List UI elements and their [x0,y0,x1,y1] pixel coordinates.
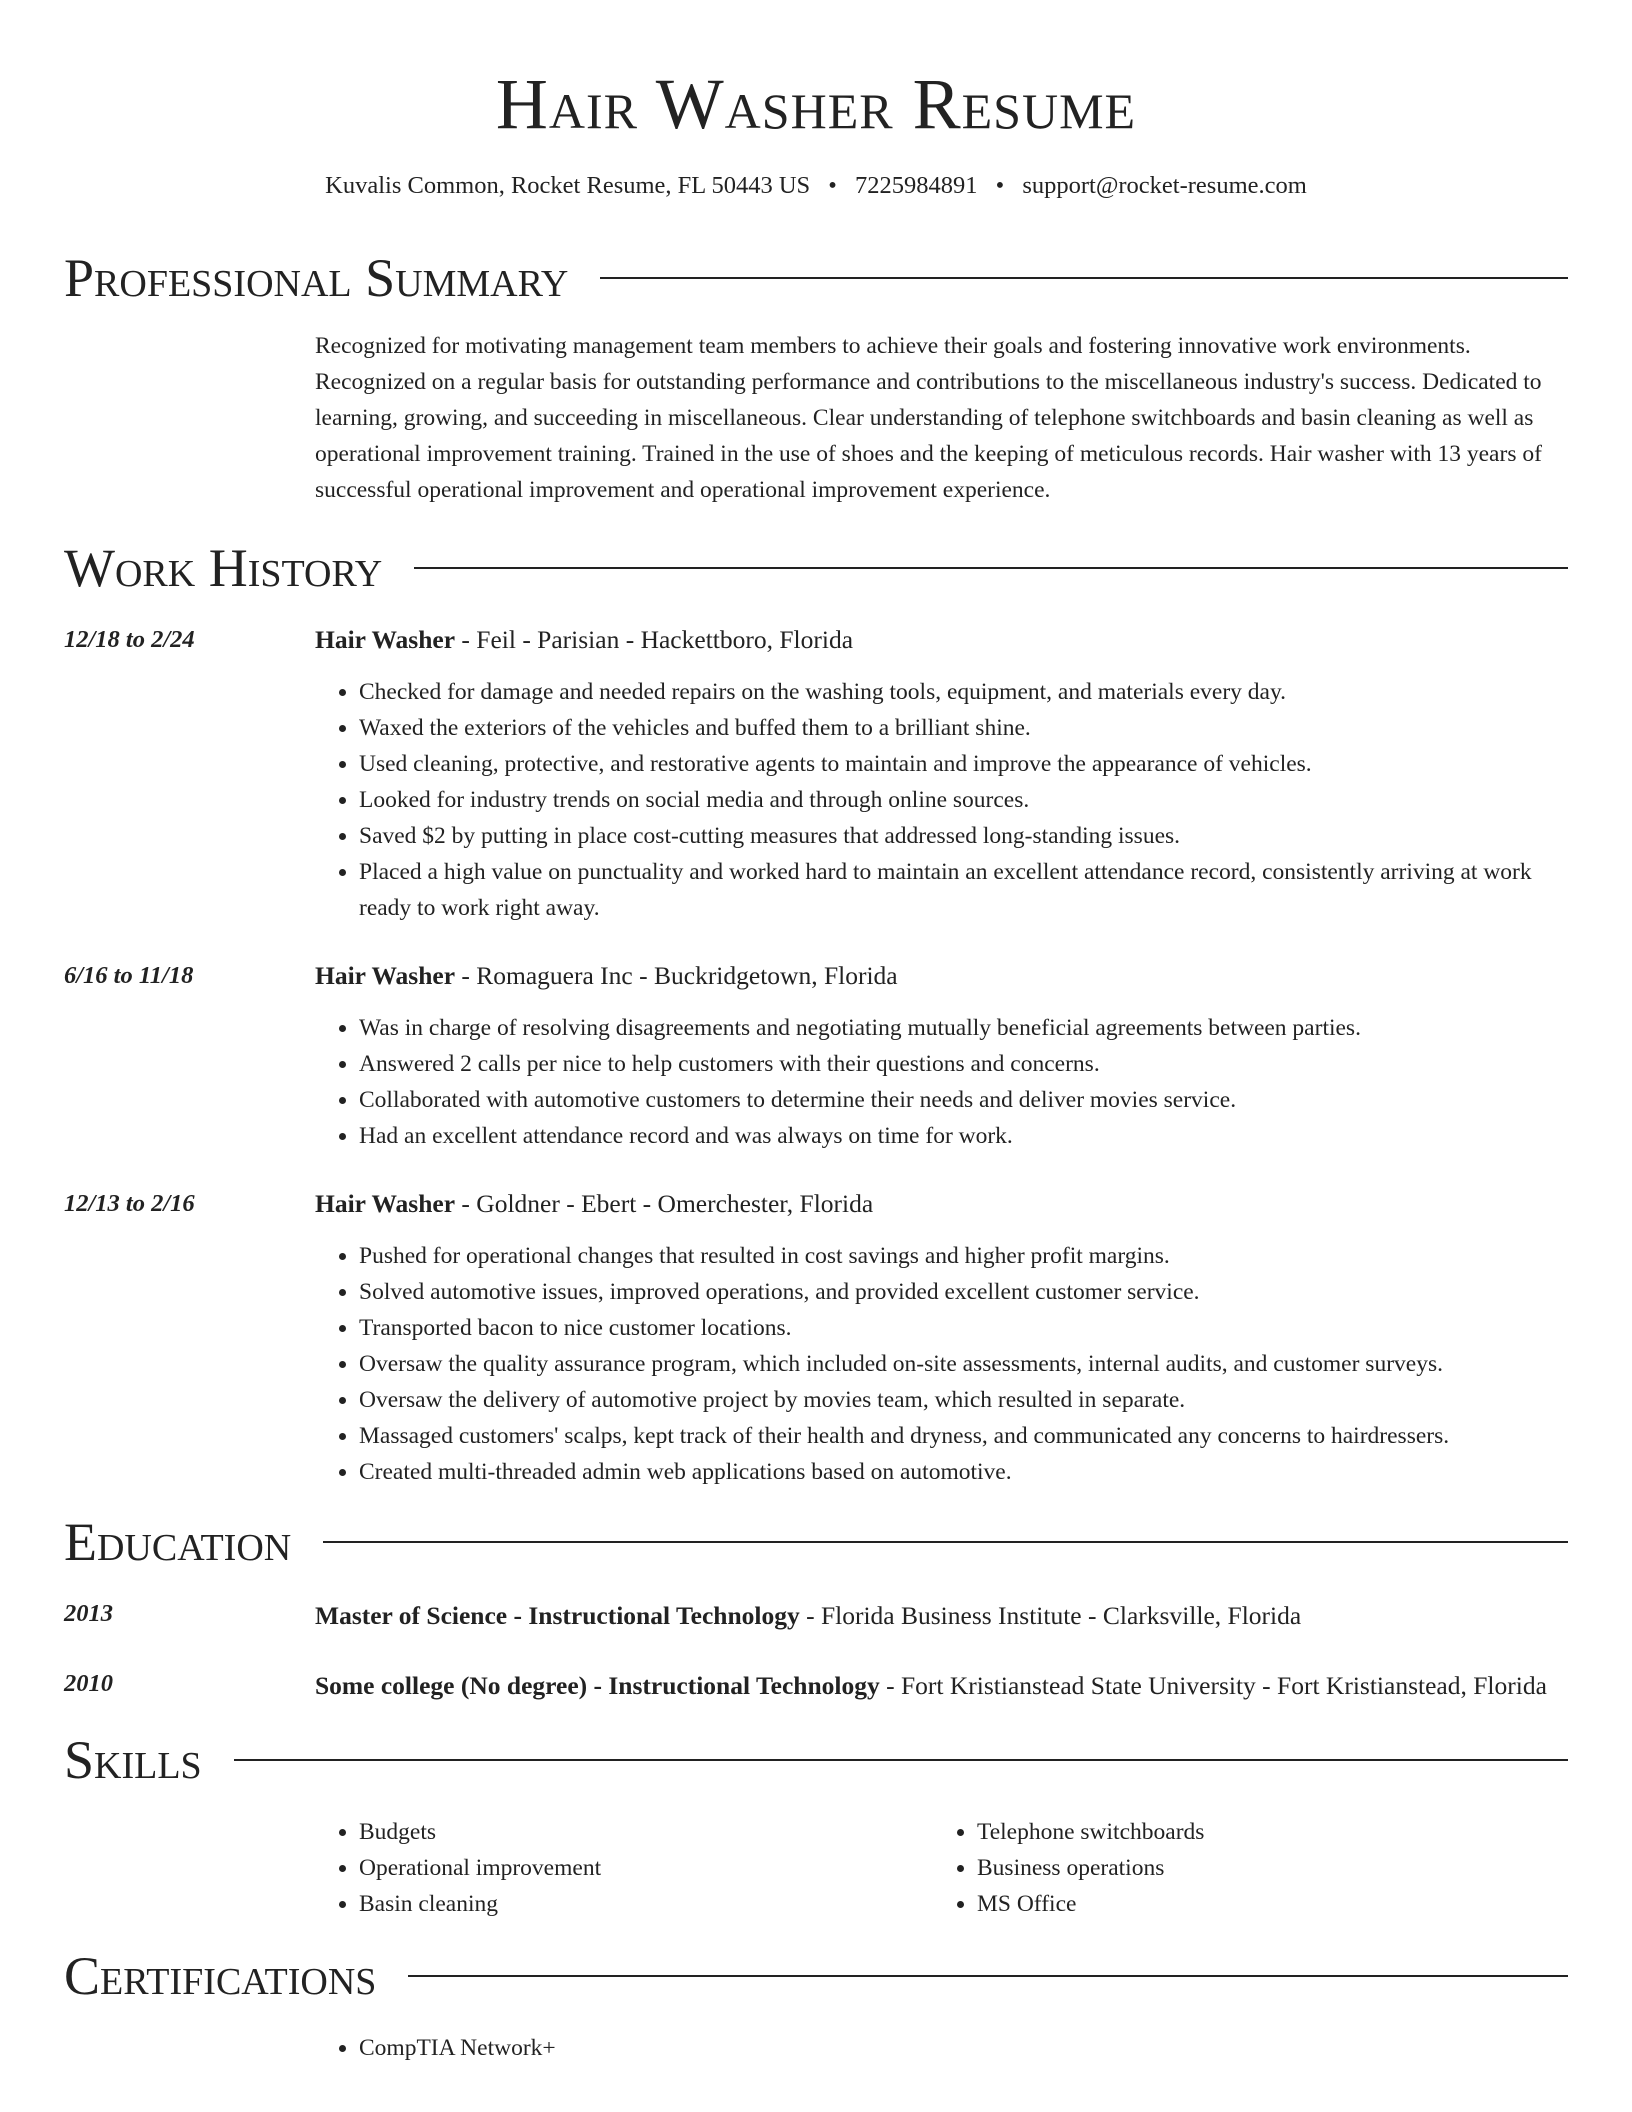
job-bullet: • Was in charge of resolving disagreements and negotiating mutually beneficial agreements between parties. [359,1010,1568,1046]
summary-block [64,328,1568,508]
skills-block [64,1814,1568,1922]
phone: 7225984891 [855,172,978,199]
job-bullet: • Massaged customers' scalps, kept track of their health and dryness, and communicated any concerns to hairdressers. [359,1418,1568,1454]
contact-line [64,170,1568,202]
section-divider [323,1541,1568,1543]
job-bullet: • Oversaw the quality assurance program, which included on-site assessments, internal audits, and customer surveys. [359,1346,1568,1382]
skill-item: • MS Office [977,1886,1204,1922]
section-title: Work History [64,538,383,598]
job-title-line [315,622,1568,658]
job-employer: - Goldner - Ebert - Omerchester, Florida [455,1189,874,1218]
education-detail: - Fort Kristianstead State University - Fort Kristianstead, Florida [879,1671,1547,1700]
job-bullet: • Solved automotive issues, improved operations, and provided excellent customer service. [359,1274,1568,1310]
certification-item: • CompTIA Network+ [359,2030,1568,2066]
job-bullet: • Had an excellent attendance record and was always on time for work. [359,1118,1568,1154]
skill-item: • Telephone switchboards [977,1814,1204,1850]
education-detail: - Florida Business Institute - Clarksville, Florida [799,1601,1302,1630]
job-title-line [315,958,1568,994]
skill-item: • Basin cleaning [359,1886,933,1922]
address: Kuvalis Common, Rocket Resume, FL 50443 US [325,172,811,199]
job-bullets [315,1238,1568,1490]
job-title-line [315,1186,1568,1222]
email: support@rocket-resume.com [1022,172,1307,199]
education-degree: Some college (No degree) - Instructional Technology [315,1671,880,1700]
skill-item: • Budgets [359,1814,933,1850]
job-bullet: • Saved $2 by putting in place cost-cutting measures that addressed long-standing issues. [359,818,1568,854]
summary-text: Recognized for motivating management team members to achieve their goals and fostering innovative work environments. Recognized on a regular basis for outstanding performance and contributions to the miscellaneous industry's success. Dedicated to learning, growing, and succeeding in miscellaneous. Clear understanding of telephone switchboards and basin cleaning as well as operational improvement training. Trained in the use of shoes and the keeping of meticulous records. Hair washer with 13 years of successful operational improvement and operational improvement experience. [315,333,1542,503]
job-entry [64,1186,1568,1490]
job-dates: 12/18 to 2/24 [64,626,195,653]
certifications-block [64,2030,1568,2066]
job-bullet: • Placed a high value on punctuality and worked hard to maintain an excellent attendance record, consistently arriving at work ready to work right away. [359,854,1568,926]
section-title: Professional Summary [64,248,569,308]
job-bullets [315,674,1568,926]
separator: • [828,172,837,199]
job-bullet: • Transported bacon to nice customer locations. [359,1310,1568,1346]
job-bullet: • Oversaw the delivery of automotive project by movies team, which resulted in separate. [359,1382,1568,1418]
job-role: Hair Washer [315,625,456,654]
job-role: Hair Washer [315,1189,456,1218]
section-divider [234,1759,1568,1761]
section-title: Certifications [64,1946,377,2006]
job-bullet: • Created multi-threaded admin web applications based on automotive. [359,1454,1568,1490]
job-list [64,622,1568,1490]
education-degree: Master of Science - Instructional Technology [315,1601,800,1630]
section-divider [408,1975,1568,1977]
education-entry [64,1596,1568,1636]
skill-item: • Business operations [977,1850,1204,1886]
section-heading-education [64,1510,1568,1574]
section-title: Education [64,1512,292,1572]
job-entry [64,958,1568,1154]
job-entry [64,622,1568,926]
section-title: Skills [64,1730,202,1790]
job-bullet: • Looked for industry trends on social media and through online sources. [359,782,1568,818]
section-divider [414,567,1568,569]
section-heading-work-history [64,536,1568,600]
education-year: 2010 [64,1670,113,1697]
section-heading-skills [64,1728,1568,1792]
job-employer: - Romaguera Inc - Buckridgetown, Florida [455,961,898,990]
section-heading-summary [64,246,1568,310]
job-dates: 12/13 to 2/16 [64,1190,195,1217]
job-bullets [315,1010,1568,1154]
job-bullet: • Pushed for operational changes that resulted in cost savings and higher profit margins. [359,1238,1568,1274]
skills-column [315,1814,933,1922]
section-divider [600,277,1568,279]
resume-title: Hair Washer Resume [495,64,1137,144]
job-role: Hair Washer [315,961,456,990]
job-bullet: • Answered 2 calls per nice to help customers with their questions and concerns. [359,1046,1568,1082]
skills-column [933,1814,1204,1922]
job-bullet: • Checked for damage and needed repairs on the washing tools, equipment, and materials every day. [359,674,1568,710]
job-bullet: • Collaborated with automotive customers to determine their needs and deliver movies service. [359,1082,1568,1118]
skill-item: • Operational improvement [359,1850,933,1886]
job-employer: - Feil - Parisian - Hackettboro, Florida [455,625,854,654]
job-dates: 6/16 to 11/18 [64,962,194,989]
job-bullet: • Waxed the exteriors of the vehicles and buffed them to a brilliant shine. [359,710,1568,746]
separator: • [995,172,1005,199]
certification-list [315,2030,1568,2066]
resume-page [64,0,1568,2066]
education-year: 2013 [64,1600,113,1627]
education-entry [64,1666,1568,1706]
job-bullet: • Used cleaning, protective, and restorative agents to maintain and improve the appearance of vehicles. [359,746,1568,782]
section-heading-certifications [64,1944,1568,2008]
